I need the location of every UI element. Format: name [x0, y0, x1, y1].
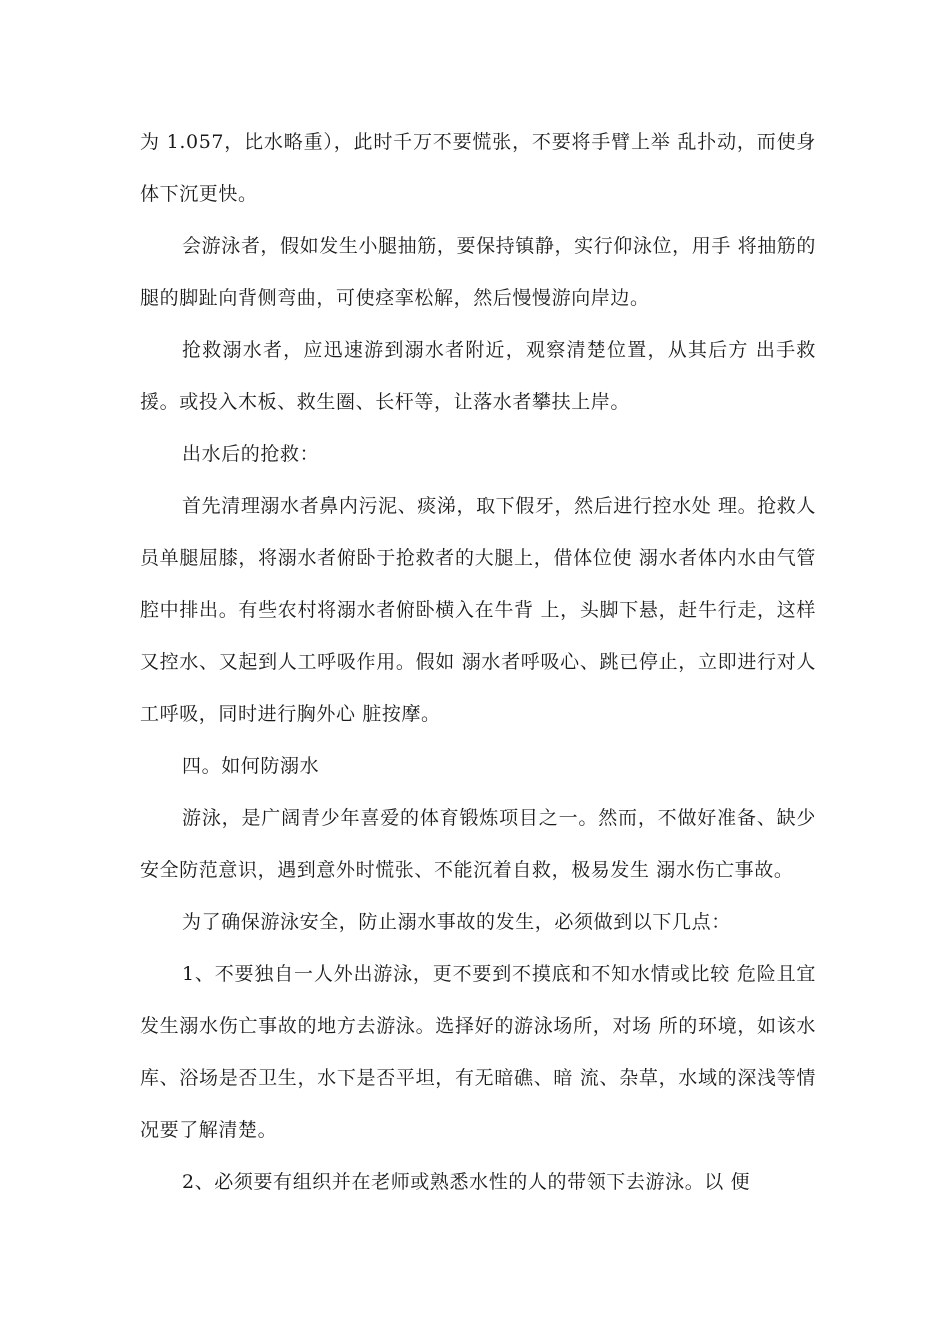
paragraph-5: 首先清理溺水者鼻内污泥、痰涕，取下假牙，然后进行控水处 理。抢救人员单腿屈膝，将溺水者俯卧于抢救者的大腿上，借体位使 溺水者体内水由气管腔中排出。有些农村将溺水者俯卧横入在牛背 上，头脚下悬，赶牛行走，这样又控水、又起到人工呼吸作用。假如 溺水者呼吸心、跳已停止，立即进行对人工呼吸，同时进行胸外心 脏按摩。: [140, 495, 816, 725]
list-item-2: 2、必须要有组织并在老师或熟悉水性的人的带领下去游泳。以 便: [182, 1171, 751, 1193]
section-heading-rescue-after-water: 出水后的抢救：: [182, 443, 320, 465]
paragraph-7: 游泳，是广阔青少年喜爱的体育锻炼项目之一。然而，不做好准备、缺少安全防范意识，遇到意外时慌张、不能沉着自救，极易发生 溺水伤亡事故。: [140, 807, 816, 881]
paragraph-2: 会游泳者，假如发生小腿抽筋，要保持镇静，实行仰泳位，用手 将抽筋的腿的脚趾向背侧弯曲，可使痉挛松解，然后慢慢游向岸边。: [140, 235, 816, 309]
document-body: [140, 116, 816, 1208]
paragraph-1: 为 1.057，比水略重），此时千万不要慌张，不要将手臂上举 乱扑动，而使身体下沉更快。: [140, 131, 816, 205]
paragraph-3: 抢救溺水者，应迅速游到溺水者附近，观察清楚位置，从其后方 出手救援。或投入木板、救生圈、长杆等，让落水者攀扶上岸。: [140, 339, 816, 413]
section-heading-prevent-drowning: 四。如何防溺水: [182, 755, 320, 777]
paragraph-8: 为了确保游泳安全，防止溺水事故的发生，必须做到以下几点：: [182, 911, 731, 933]
list-item-1: 1、不要独自一人外出游泳，更不要到不摸底和不知水情或比较 危险且宜发生溺水伤亡事故的地方去游泳。选择好的游泳场所，对场 所的环境，如该水库、浴场是否卫生，水下是否平坦，有无暗礁、暗 流、杂草，水域的深浅等情况要了解清楚。: [140, 963, 816, 1141]
